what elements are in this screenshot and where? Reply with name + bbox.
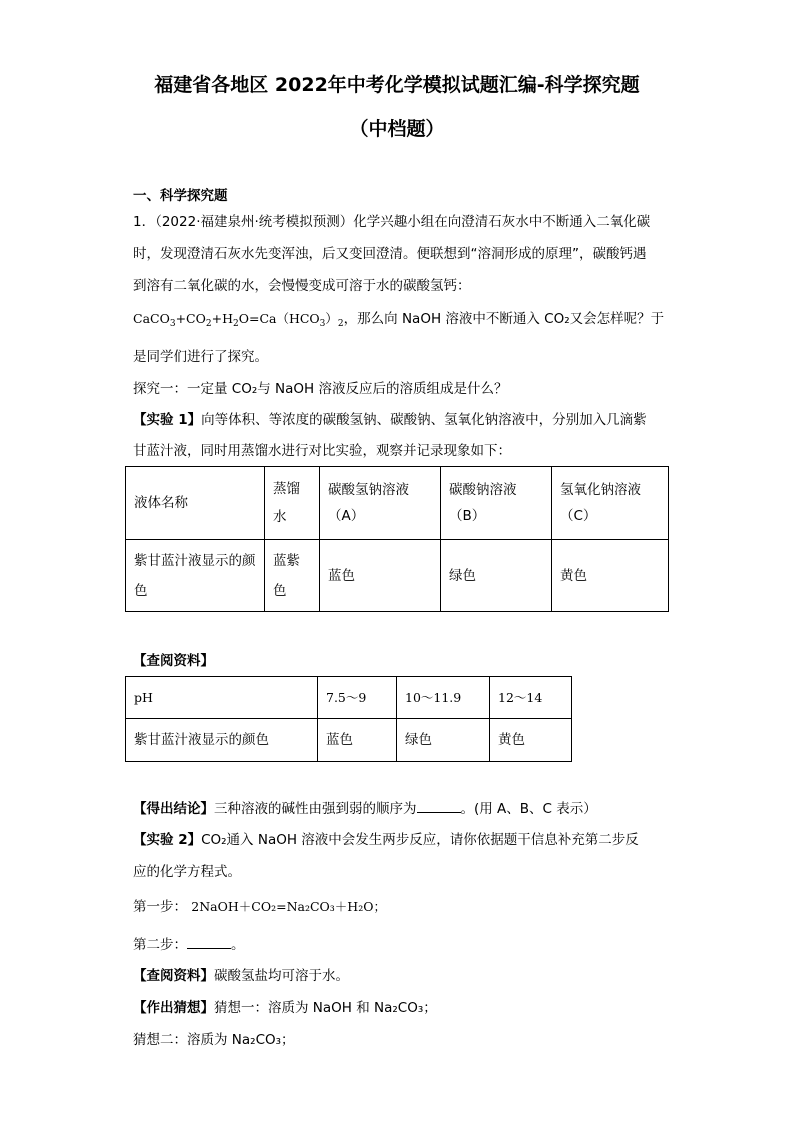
reference-heading: 【查阅资料】	[133, 653, 214, 669]
q1-line-5: 是同学们进行了探究。	[133, 349, 268, 365]
table-cell: 碳酸氢钠溶液（A）	[320, 467, 441, 540]
q1-line-4-tail: ，那么向 NaOH 溶液中不断通入 CO₂又会怎样呢？于	[343, 311, 665, 327]
table-cell: pH	[126, 677, 318, 719]
title-line-2: （中档题）	[349, 118, 445, 140]
table-cell: 12～14	[490, 677, 572, 719]
table-ph-colors	[125, 676, 572, 762]
hypothesis-2: 猜想二：溶质为 Na₂CO₃；	[133, 1032, 295, 1048]
table-cell: 氢氧化钠溶液（C）	[552, 467, 669, 540]
table-row	[126, 540, 669, 612]
table-cell: 紫甘蓝汁液显示的颜色	[126, 719, 318, 762]
step1-equation: 2NaOH＋CO₂=Na₂CO₃＋H₂O；	[191, 899, 386, 914]
hypothesis-tag: 【作出猜想】	[133, 1000, 214, 1016]
table-cell: 绿色	[397, 719, 490, 762]
title-line-1: 福建省各地区 2022年中考化学模拟试题汇编-科学探究题	[154, 74, 640, 96]
table-cell: 蓝色	[320, 540, 441, 612]
exp2-text: CO₂通入 NaOH 溶液中会发生两步反应，请你依据题干信息补充第二步反	[201, 832, 639, 848]
exp2-line	[133, 830, 639, 850]
conclusion-line	[133, 798, 597, 819]
exp1-text: 向等体积、等浓度的碳酸氢钠、碳酸钠、氢氧化钠溶液中，分别加入几滴紫	[201, 412, 647, 428]
exp2-line-2: 应的化学方程式。	[133, 864, 241, 880]
step2-line	[133, 934, 245, 955]
hypothesis-line	[133, 998, 437, 1018]
exp1-line	[133, 410, 647, 430]
explore-1: 探究一：一定量 CO₂与 NaOH 溶液反应后的溶质组成是什么？	[133, 381, 508, 397]
table-cell: 碳酸钠溶液（B）	[441, 467, 552, 540]
q1-line-2: 时，发现澄清石灰水先变浑浊，后又变回澄清。便联想到“溶洞形成的原理”，碳酸钙遇	[133, 246, 647, 262]
exp1-tag: 【实验 1】	[133, 412, 202, 428]
table-cell: 蒸馏水	[265, 467, 320, 540]
table-cell: 7.5～9	[318, 677, 397, 719]
conclusion-tag: 【得出结论】	[133, 801, 214, 817]
table-cell: 蓝色	[318, 719, 397, 762]
q1-line-1: 1．（2022·福建泉州·统考模拟预测）化学兴趣小组在向澄清石灰水中不断通入二氧化碳	[133, 214, 651, 230]
conclusion-tail: 。(用 A、B、C 表示）	[460, 801, 597, 817]
ref2-tag: 【查阅资料】	[133, 968, 214, 984]
section-heading: 一、科学探究题	[133, 188, 228, 204]
step2-label: 第二步：	[133, 937, 187, 953]
answer-blank[interactable]	[187, 934, 231, 949]
equation-caco3: $CaCO_3+CO_2+H_2O=Ca(HCO_3)_2$	[133, 311, 344, 329]
table-row	[126, 677, 572, 719]
conclusion-text: 三种溶液的碱性由强到弱的顺序为	[214, 801, 417, 817]
exp1-line-2: 甘蓝汁液，同时用蒸馏水进行对比实验，观察并记录现象如下：	[133, 443, 511, 459]
step1-line	[133, 897, 386, 917]
table-cell: 紫甘蓝汁液显示的颜色	[126, 540, 265, 612]
table-cell: 黄色	[490, 719, 572, 762]
table-cell: 蓝紫色	[265, 540, 320, 612]
exp2-tag: 【实验 2】	[133, 832, 202, 848]
ref2-line	[133, 966, 349, 986]
step1-label: 第一步：	[133, 899, 187, 915]
table-row	[126, 719, 572, 762]
table-liquid-colors	[125, 466, 669, 612]
q1-line-3: 到溶有二氧化碳的水，会慢慢变成可溶于水的碳酸氢钙：	[133, 278, 471, 294]
hypothesis-1: 猜想一：溶质为 NaOH 和 Na₂CO₃；	[214, 1000, 437, 1016]
table-cell: 液体名称	[126, 467, 265, 540]
table-cell: 10～11.9	[397, 677, 490, 719]
table-cell: 黄色	[552, 540, 669, 612]
q1-line-4	[133, 309, 664, 334]
ref2-text: 碳酸氢盐均可溶于水。	[214, 968, 349, 984]
step2-tail: 。	[231, 937, 245, 953]
answer-blank[interactable]	[417, 798, 461, 813]
table-cell: 绿色	[441, 540, 552, 612]
table-row	[126, 467, 669, 540]
